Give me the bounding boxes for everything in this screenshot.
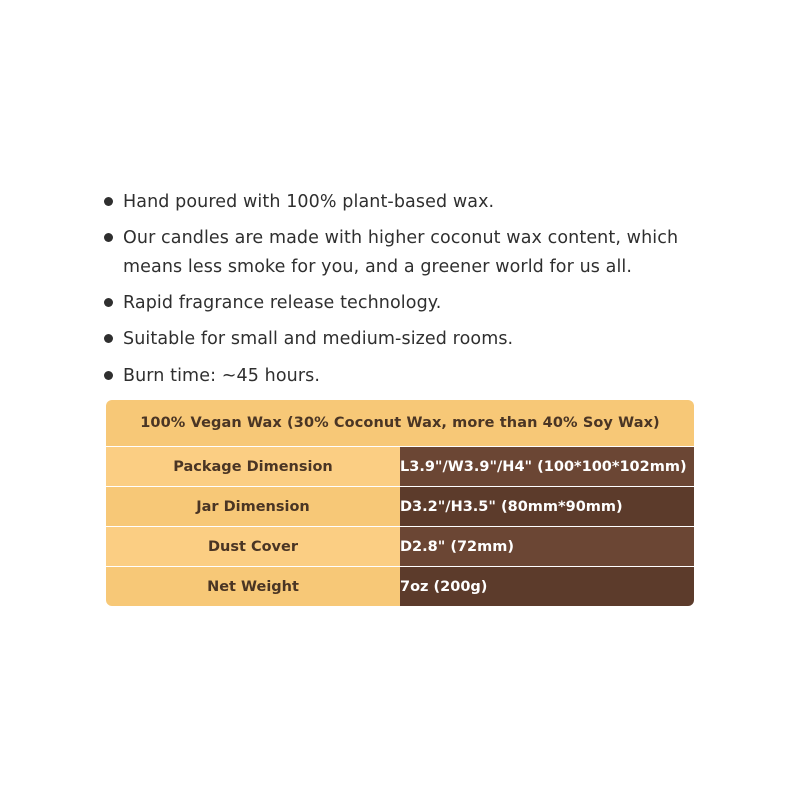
list-item xyxy=(104,289,704,317)
table-row-value: L3.9"/W3.9"/H4" (100*100*102mm) xyxy=(400,447,694,487)
table-row-label: Jar Dimension xyxy=(106,487,400,527)
list-item xyxy=(104,224,704,281)
bullet-icon xyxy=(104,233,113,242)
feature-text: Our candles are made with higher coconut wax content, which means less smoke for you, and a greener world for us all. xyxy=(123,228,679,277)
specification-table xyxy=(106,400,694,606)
table-row-label: Net Weight xyxy=(106,567,400,607)
list-item xyxy=(104,362,704,390)
table-row-label: Dust Cover xyxy=(106,527,400,567)
feature-text: Hand poured with 100% plant-based wax. xyxy=(123,192,495,212)
list-item xyxy=(104,188,704,216)
table-row-value: D3.2"/H3.5" (80mm*90mm) xyxy=(400,487,694,527)
table-header-row xyxy=(106,400,694,447)
table-row xyxy=(106,527,694,567)
table-header-cell: 100% Vegan Wax (30% Coconut Wax, more than 40% Soy Wax) xyxy=(106,400,694,447)
table-row xyxy=(106,487,694,527)
list-item xyxy=(104,325,704,353)
table-row-label: Package Dimension xyxy=(106,447,400,487)
bullet-icon xyxy=(104,298,113,307)
table-row-value: D2.8" (72mm) xyxy=(400,527,694,567)
bullet-icon xyxy=(104,334,113,343)
feature-text: Suitable for small and medium-sized rooms. xyxy=(123,329,514,350)
feature-text: Rapid fragrance release technology. xyxy=(123,293,442,314)
feature-text: Burn time: ~45 hours. xyxy=(123,365,320,386)
bullet-icon xyxy=(104,197,113,206)
table-row xyxy=(106,567,694,607)
table-row xyxy=(106,447,694,487)
bullet-icon xyxy=(104,371,113,380)
table-row-value: 7oz (200g) xyxy=(400,567,694,607)
feature-list xyxy=(104,188,704,398)
